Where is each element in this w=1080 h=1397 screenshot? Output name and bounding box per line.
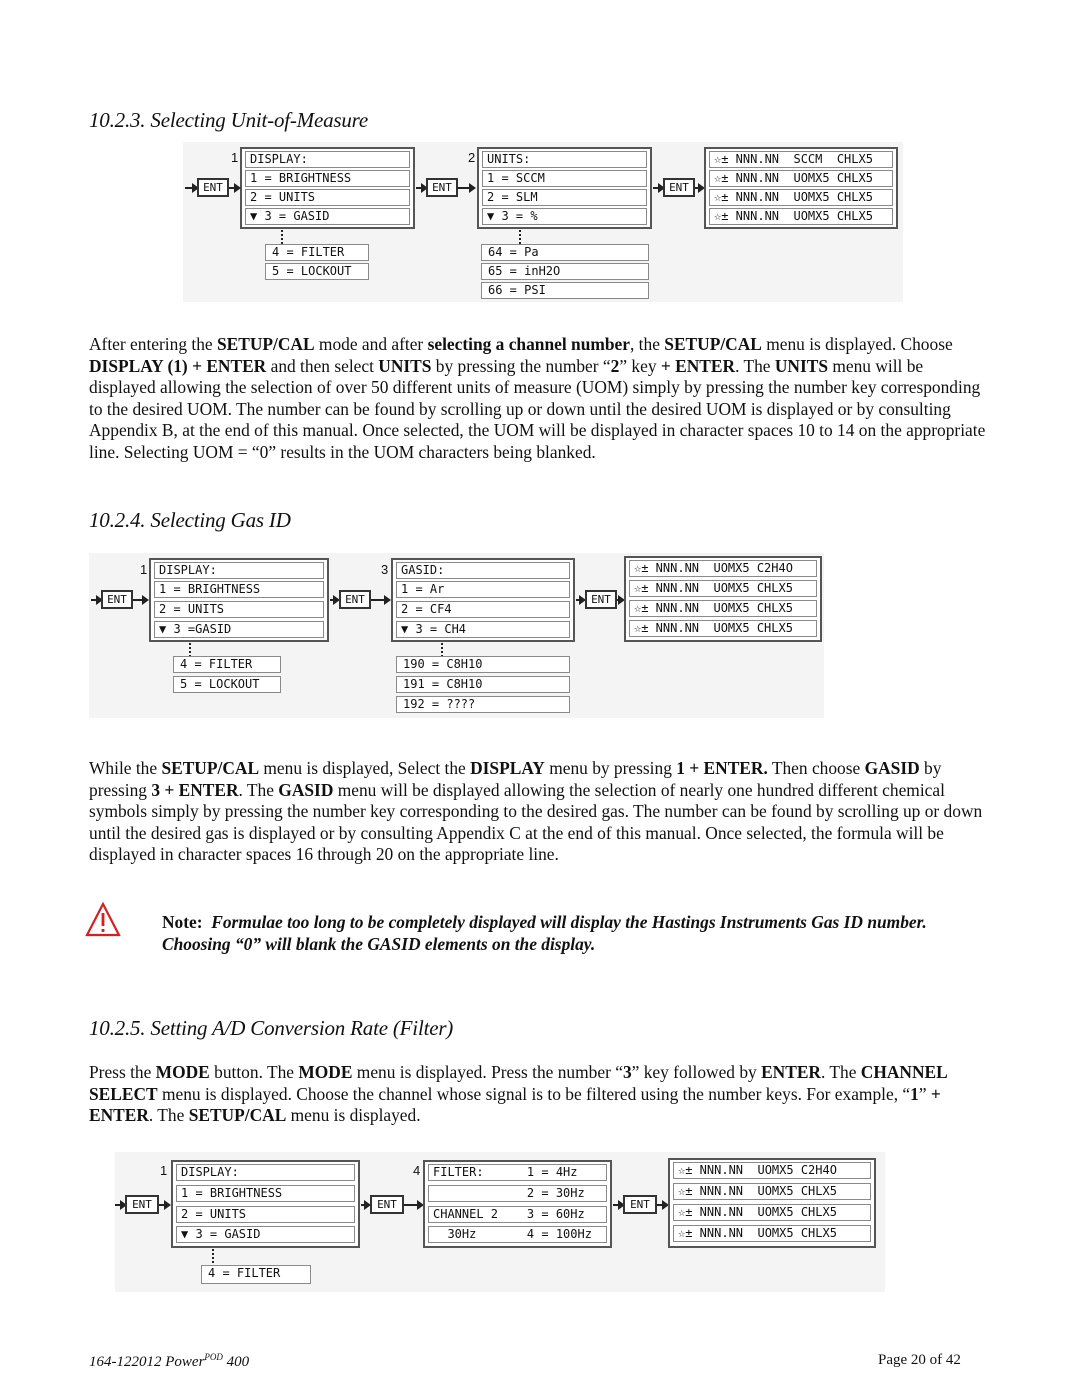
note-text: Formulae too long to be completely displayed will display the Hastings Instruments Gas ID number. Choosing “0” will blank the GASID elements on the display. (162, 912, 927, 954)
bold-run: + ENTER (660, 355, 736, 376)
menu-row: 5 = LOCKOUT (173, 676, 281, 693)
menu-row: 30Hz 4 = 100Hz (428, 1226, 607, 1243)
bold-run: 2 (610, 355, 620, 376)
bold-run: 1 + ENTER. (676, 758, 768, 778)
menu-row: ▼ 3 = CH4 (396, 621, 570, 638)
menu-row: 2 = CF4 (396, 601, 570, 618)
gasid-paragraph (89, 758, 994, 866)
text-run: While the (89, 758, 162, 778)
arrow (91, 599, 101, 601)
arrow (458, 187, 474, 189)
heading-uom: 10.2.3. Selecting Unit-of-Measure (89, 108, 368, 132)
filter-menu-box (423, 1160, 612, 1248)
bold-run: SETUP/CAL (188, 1105, 287, 1126)
bold-run: DISPLAY (470, 758, 545, 778)
ent-key: ENT (125, 1195, 159, 1214)
menu-row: 2 = UNITS (245, 189, 410, 206)
menu-row: 4 = FILTER (265, 244, 369, 261)
arrow (695, 187, 703, 189)
warning-icon (85, 902, 121, 938)
units-menu-box (477, 147, 652, 229)
menu-row: 192 = ???? (396, 696, 570, 713)
step-number: 4 (413, 1163, 421, 1178)
menu-row: 1 = Ar (396, 581, 570, 598)
footer-page-number: Page 20 of 42 (878, 1352, 961, 1368)
ent-key: ENT (585, 590, 617, 609)
text-run: menu is displayed. Choose (761, 334, 953, 354)
step-number: 1 (140, 562, 148, 577)
bold-run: CHANNEL SELECT (89, 1062, 947, 1104)
menu-row: 2 = UNITS (154, 601, 324, 618)
menu-row: 65 = inH2O (481, 263, 649, 280)
text-run: by pressing the number “ (431, 355, 611, 376)
lcd-line: ☆± NNN.NN UOMX5 CHLX5 (709, 170, 893, 187)
menu-row: 66 = PSI (481, 282, 649, 299)
lcd-line: ☆± NNN.NN UOMX5 CHLX5 (629, 580, 817, 597)
ent-key: ENT (623, 1195, 657, 1214)
gasid-menu-box (391, 558, 575, 642)
ent-key: ENT (663, 178, 695, 197)
menu-row: UNITS: (482, 151, 647, 168)
step-number: 1 (160, 1163, 168, 1178)
menu-row: 1 = BRIGHTNESS (176, 1185, 355, 1202)
bold-run: MODE (298, 1062, 353, 1082)
menu-row: ▼ 3 = GASID (245, 208, 410, 225)
text-run: menu is displayed. (286, 1105, 421, 1126)
ent-key: ENT (426, 178, 458, 197)
text-run: ” (918, 1083, 931, 1104)
menu-row: DISPLAY: (154, 562, 324, 579)
footer-doc-number: 164-122012 Power$^{POD}$ 400 (89, 1352, 250, 1370)
text-run: . The (148, 1105, 189, 1126)
menu-row: 1 = SCCM (482, 170, 647, 187)
arrow (185, 187, 197, 189)
uom-diagram (183, 142, 903, 302)
arrow (371, 599, 389, 601)
text-run: and then select (266, 355, 379, 376)
bold-run: SETUP/CAL (161, 758, 260, 778)
text-run: Press the (89, 1062, 156, 1082)
ent-key: ENT (339, 590, 371, 609)
bold-run: ENTER (761, 1062, 821, 1082)
text-run: menu is displayed. Choose the channel whose signal is to be filtered using the number keys. For example, “ (157, 1083, 911, 1104)
lcd-line: ☆± NNN.NN UOMX5 CHLX5 (709, 189, 893, 206)
bold-run: GASID (278, 779, 334, 800)
step-number: 2 (468, 150, 476, 165)
menu-row: 64 = Pa (481, 244, 649, 261)
arrow (330, 599, 338, 601)
bold-run: UNITS (378, 355, 432, 376)
lcd-display (668, 1158, 876, 1248)
arrow (115, 1204, 125, 1206)
note-block (162, 912, 952, 955)
bold-run: SETUP/CAL (216, 334, 315, 354)
text-run: by pressing (89, 758, 942, 800)
step-number: 3 (381, 562, 389, 577)
menu-row: 191 = C8H10 (396, 676, 570, 693)
menu-row: ▼ 3 = % (482, 208, 647, 225)
more-dots (212, 1249, 214, 1263)
arrow (617, 599, 623, 601)
menu-row: 2 = 30Hz (428, 1185, 607, 1202)
bold-run: + ENTER (89, 1083, 941, 1126)
ent-key: ENT (197, 178, 229, 197)
lcd-line: ☆± NNN.NN UOMX5 CHLX5 (673, 1225, 871, 1242)
menu-row: 2 = UNITS (176, 1206, 355, 1223)
text-run: menu will be displayed allowing the selection of nearly one hundred different chemical symbols simply by pressing the number key corresponding to the desired gas. The number can be found by scrolling up or down until the desired gas is displayed or by consulting Appendix C at the end of this manual. Once selected, the formula will be displayed in character spaces 16 through 20 on the appropriate line. (89, 779, 983, 865)
lcd-line: ☆± NNN.NN UOMX5 CHLX5 (629, 620, 817, 637)
menu-row: DISPLAY: (176, 1164, 355, 1181)
menu-row: 1 = BRIGHTNESS (245, 170, 410, 187)
bold-run: UNITS (774, 355, 828, 376)
display-menu-box (171, 1160, 360, 1248)
bold-run: MODE (155, 1062, 210, 1082)
menu-row: 2 = SLM (482, 189, 647, 206)
arrow (653, 187, 663, 189)
text-run: Then choose (767, 758, 865, 778)
uom-paragraph (89, 334, 994, 464)
menu-row: ▼ 3 =GASID (154, 621, 324, 638)
arrow (133, 599, 147, 601)
arrow (576, 599, 584, 601)
note-label: Note: (162, 912, 203, 932)
menu-row: 190 = C8H10 (396, 656, 570, 673)
bold-run: DISPLAY (1) + ENTER (89, 355, 267, 376)
display-menu-box (149, 558, 329, 642)
text-run: . The (821, 1062, 861, 1082)
step-number: 1 (231, 150, 239, 165)
lcd-line: ☆± NNN.NN SCCM CHLX5 (709, 151, 893, 168)
arrow (229, 187, 239, 189)
arrow (404, 1204, 422, 1206)
filter-diagram (115, 1152, 885, 1292)
lcd-display (624, 556, 822, 642)
arrow (657, 1204, 667, 1206)
ent-key: ENT (101, 590, 133, 609)
lcd-line: ☆± NNN.NN UOMX5 CHLX5 (673, 1183, 871, 1200)
text-run: . The (735, 355, 775, 376)
lcd-line: ☆± NNN.NN UOMX5 CHLX5 (629, 600, 817, 617)
menu-row: CHANNEL 2 3 = 60Hz (428, 1206, 607, 1223)
menu-row: 4 = FILTER (173, 656, 281, 673)
menu-row: 5 = LOCKOUT (265, 263, 369, 280)
bold-run: SETUP/CAL (664, 334, 762, 354)
text-run: button. The (209, 1062, 299, 1082)
menu-row: ▼ 3 = GASID (176, 1226, 355, 1243)
bold-run: 3 (622, 1062, 632, 1082)
bold-run: GASID (864, 758, 920, 778)
text-run: menu will be displayed allowing the selection of over 50 different units of measure (UOM) simply by pressing the number key corresponding to the desired UOM. The number can be found by scrolling up or down until the desired UOM is displayed or by consulting Appendix B, at the end of this manual. Once selected, the UOM will be displayed in character spaces 10 to 14 on the appropriate line. Selecting UOM = “0” results in the UOM characters being blanked. (89, 355, 986, 462)
lcd-line: ☆± NNN.NN UOMX5 C2H4O (673, 1162, 871, 1179)
menu-row: DISPLAY: (245, 151, 410, 168)
text-run: , the (629, 334, 665, 354)
filter-paragraph (89, 1062, 994, 1127)
text-run: ” key (619, 355, 661, 376)
arrow (159, 1204, 169, 1206)
gasid-diagram (89, 553, 824, 718)
bold-run: selecting a channel number (427, 334, 630, 354)
text-run: menu by pressing (544, 758, 677, 778)
menu-row: 4 = FILTER (201, 1265, 311, 1284)
text-run: . The (238, 779, 279, 800)
lcd-line: ☆± NNN.NN UOMX5 C2H4O (629, 560, 817, 577)
heading-filter: 10.2.5. Setting A/D Conversion Rate (Filter) (89, 1016, 454, 1040)
menu-row: FILTER: 1 = 4Hz (428, 1164, 607, 1181)
lcd-line: ☆± NNN.NN UOMX5 CHLX5 (673, 1204, 871, 1221)
arrow (361, 1204, 369, 1206)
text-run: After entering the (89, 334, 217, 354)
ent-key: ENT (370, 1195, 404, 1214)
text-run: mode and after (314, 334, 428, 354)
heading-gas-id: 10.2.4. Selecting Gas ID (89, 508, 291, 532)
text-run: menu is displayed. Press the number “ (352, 1062, 623, 1082)
lcd-display (704, 147, 898, 229)
lcd-line: ☆± NNN.NN UOMX5 CHLX5 (709, 208, 893, 225)
text-run: menu is displayed, Select the (259, 758, 471, 778)
bold-run: 1 (910, 1083, 919, 1104)
display-menu-box (240, 147, 415, 229)
arrow (416, 187, 426, 189)
menu-row: 1 = BRIGHTNESS (154, 581, 324, 598)
bold-run: 3 + ENTER (151, 779, 239, 800)
text-run: ” key followed by (631, 1062, 762, 1082)
arrow (613, 1204, 623, 1206)
menu-row: GASID: (396, 562, 570, 579)
